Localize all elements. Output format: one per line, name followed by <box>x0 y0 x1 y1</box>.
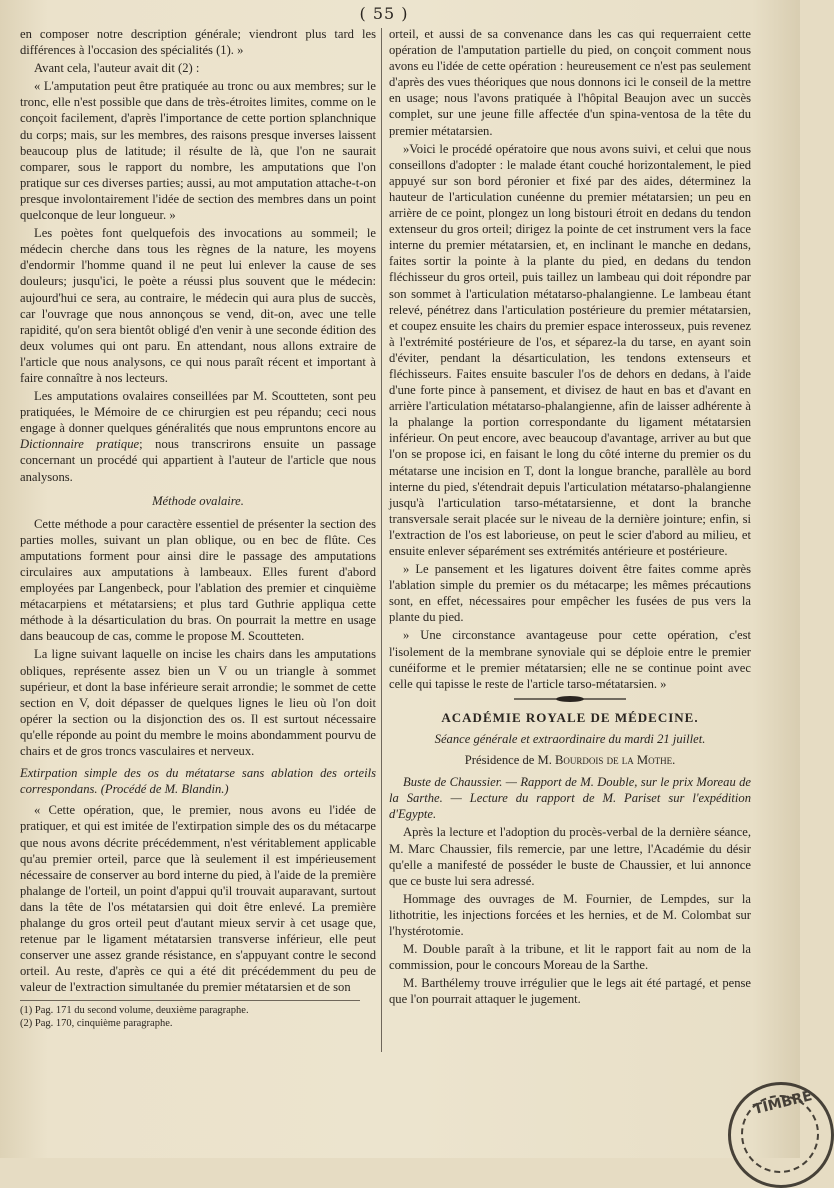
ornament-divider <box>510 695 630 703</box>
section-heading <box>20 765 376 797</box>
paragraph: » Le pansement et les ligatures doivent être faites comme après l'ablation simple du premier os du métacarpe; les mêmes précautions sont, en effet, nécessaires pour empêcher les fusées de pus vers la plante du pied. <box>389 562 751 625</box>
paragraph: orteil, et aussi de sa convenance dans les cas qui requerraient cette opération de l'amputation partielle du pied, on conçoit comment nous avons eu l'idée de cette opération : heureusement ce n'est pas seulement d'après des vues théoriques que nous donnons ici le conseil de la mettre en usage; nous l'avons pratiquée à l'hôpital Beaujon avec un succès complet, sur une jeune fille affectée d'un spina-ventosa de la tête du premier métatarsien. <box>389 27 751 138</box>
footnote-divider <box>20 1000 360 1001</box>
paragraph: Cette méthode a pour caractère essentiel de présenter la section des parties molles, suivant un plan oblique, ou en bec de flûte. Ces amputations forment pour ainsi dire le passage des amputations circulaires aux amputations à lambeaux. Elles furent d'abord employées par Langenbeck, pour l'ablation des premier et cinquième métacarpiens et métatarsiens; et plus tard Guthrie appliqua cette méthode à la désarticulation du bras. On pourrait la mettre en usage dans beaucoup de cas, comme le propose M. Scoutteten. <box>20 516 376 644</box>
footnote: (2) Pag. 170, cinquième paragraphe. <box>20 1017 173 1029</box>
paragraph <box>20 388 376 485</box>
dictionary-title: Dictionnaire pratique <box>20 437 140 452</box>
paragraph: « L'amputation peut être pratiquée au tronc ou aux membres; sur le tronc, elle n'est possible que dans de très-étroites limites, comme on le conçoit facilement, d'après l'importance de cette portion splanchnique du corps; mais, sur les membres, des raisons presque inverses laissent beaucoup plus de latitude; il résulte de là, que l'on ne saurait comparer, sous le rapport du nombre, les amputations que l'on pratique sur ces diverses parties; aussi, au mot amputation attache-t-on presque involontairement l'idée de section des membres dans un point quelconque de leur longueur. » <box>20 79 377 223</box>
paragraph: Hommage des ouvrages de M. Fournier, de Lempdes, sur la lithotritie, les injections forcées et les hernies, et de M. Colombat sur l'hystérotomie. <box>389 891 751 938</box>
paragraph: La ligne suivant laquelle on incise les chairs dans les amputations obliques, représente assez bien un V ou un triangle à sommet supérieur, et dont la base inférieure serait arrondie; le sommet de cette section en V, doit dépasser de quelques lignes le lieu où l'on doit opérer la section ou la disjonction des os. Il est surtout nécessaire qu'elle réponde au point du membre le moins abondamment pourvu de chairs et de gros troncs vasculaires et nerveux. <box>20 647 376 759</box>
paragraph: en composer notre description générale; viendront plus tard les différences à l'occasion des spécialités (1). » <box>20 27 376 58</box>
text-run: Les amputations ovalaires conseillées par M. Scoutteten, sont peu pratiquées, le Mémoire de ce chirurgien est peu répandu; ceci nous engage à donner quelques généralités que nous empruntons encore au <box>20 389 376 436</box>
text-run: ; nous transcrirons ensuite un passage concernant un procédé qui appartient à l'auteur de l'article que nous analysons. <box>20 437 376 484</box>
text-run: Présidence de M. <box>464 753 552 768</box>
paragraph: « Cette opération, que, le premier, nous avons eu l'idée de pratiquer, et qui est imitée de l'extirpation simple des os du métacarpe que nous avons décrite précédemment, n'est véritablement applicable qu'au premier orteil, parce que là seulement il est impérieusement nécessaire de conserver au bord interne du pied, à l'aide de la première phalange de l'orteil, un point d'appui qu'il trouvait auparavant, surtout dans la tête de l'os métatarsien qui doit être enlevé. La première phalange du gros orteil peut d'autant mieux servir à cet usage que, retenue par le ligament métatarsien transverse inférieur, elle peut conserver une assez grande résistance, en s'appuyant contre le second orteil. Au reste, d'après ce qui a été dit précédemment du peu de valeur de l'extraction simultanée du premier métatarsien et de son <box>20 803 376 995</box>
summary: Buste de Chaussier. — Rapport de M. Double, sur le prix Moreau de la Sarthe. — Lecture du rapport de M. Pariset sur l'expédition d'Egypte. <box>389 775 751 822</box>
president-name: Bourdois de la Mothe. <box>555 753 676 768</box>
presidency-line <box>389 752 751 768</box>
section-heading: Méthode ovalaire. <box>152 493 244 508</box>
column-divider <box>381 28 382 1052</box>
paragraph: » Une circonstance avantageuse pour cette opération, c'est l'isolement de la membrane synoviale qui se déploie entre le premier cunéiforme et le premier métatarsien; elle ne se continue point avec celle qui tapisse le reste de l'article tarso-métatarsien. » <box>389 628 751 691</box>
paragraph: M. Barthélemy trouve irrégulier que le legs ait été partagé, et pense que l'on pourrait attaquer le jugement. <box>389 976 751 1007</box>
postage-stamp-seal <box>728 1082 834 1188</box>
heading-attribution: (Procédé de M. Blandin.) <box>100 782 229 797</box>
session-title: Séance générale et extraordinaire du mardi 21 juillet. <box>434 731 706 746</box>
right-column <box>389 26 751 1009</box>
heading-title: Extirpation simple des os du métatarse sans ablation des orteils correspondans. <box>20 766 376 797</box>
footnote: (1) Pag. 171 du second volume, deuxième paragraphe. <box>20 1005 249 1017</box>
section-heading: ACADÉMIE ROYALE DE MÉDECINE. <box>441 709 699 725</box>
paragraph: Après la lecture et l'adoption du procès-verbal de la dernière séance, M. Marc Chaussier, fils remercie, par une lettre, l'Académie du désir qu'elle a manifesté de posséder le buste de Chaussier, et lui annonce que ce buste lui sera adressé. <box>389 825 751 888</box>
left-column <box>20 26 376 1030</box>
paragraph: M. Double paraît à la tribune, et lit le rapport fait au nom de la commission, pour le concours Moreau de la Sarthe. <box>389 942 751 973</box>
stamp-text: TIMBRE <box>751 1088 814 1118</box>
footnotes <box>20 1005 376 1030</box>
paragraph: Les poètes font quelquefois des invocations au sommeil; le médecin cherche dans tous les règnes de la nature, les moyens d'endormir l'homme quand il ne peut lui enlever la cause de ses douleurs; jusqu'ici, le poète a réussi plus souvent que le médecin: aujourd'hui ce sera, au contraire, le médecin qui aura plus de succès, car l'ouvrage que nous annonçous se vend, dit-on, avec une telle rapidité, qu'on sera bientôt obligé d'en venir à une seconde édition des deux volumes qui ont paru. En attendant, nous allons extraire de l'article que nous analysons, ce qui nous paraît récent et important à faire connaître à nos lecteurs. <box>20 226 376 385</box>
paragraph: »Voici le procédé opératoire que nous avons suivi, et celui que nous conseillons d'adopter : le malade étant couché horizontalement, le pied appuyé sur son bord péronier et fixé par des aides, déterminez la hauteur de l'articulation cunéenne du premier métatarsien; un peu en arrière de ce point, plongez un long bistouri étroit en dedans du tendon extenseur du gros orteil; dirigez la pointe de cet instrument vers la face interne du premier métatarsien, et, en inclinant le manche en dedans, faites sortir la pointe à la plante du pied, en dedans du tendon fléchisseur du gros orteil, puis taillez un lambeau qui doit répondre par son sommet à l'articulation métatarso-phalangienne. Le lambeau étant relevé, pénétrez dans l'articulation postérieure du premier métatarsien, et coupez ensuite les chairs du premier espace interosseux, puis revenez à l'extrémité postérieure de l'os, et séparez-la du tarse, en ayant soin d'éviter, pendant la désarticulation, les tendons extenseurs et fléchisseurs. Faites ensuite basculer l'os de dehors en dedans, à l'aide d'une forte pince à pansement, et divisez de haut en bas et d'avant en arrière l'articulation métatarso-phalangienne, afin de laisser adhérente à la phalange la portion correspondante du ligament métatarsien inférieur. On peut encore, avec beaucoup d'avantage, arriver au but que l'on se propose ici, en faisant le long du côté interne du premier os du métatarse une incision en T, dont la longue branche, parallèle au bord interne du pied, s'étendrait depuis l'articulation métatarso-phalangienne jusqu'à l'articulation tarso-métatarsienne, et dont la branche transversale serait placée sur le niveau de la dernière jointure; enfin, si l'extraction de l'os est laborieuse, on peut le scier d'abord au milieu, et ensuite enlever séparément ses extrémités antérieure et postérieure. <box>389 141 751 558</box>
page-number: ( 55 ) <box>359 4 409 23</box>
paragraph: Avant cela, l'auteur avait dit (2) : <box>34 61 200 76</box>
